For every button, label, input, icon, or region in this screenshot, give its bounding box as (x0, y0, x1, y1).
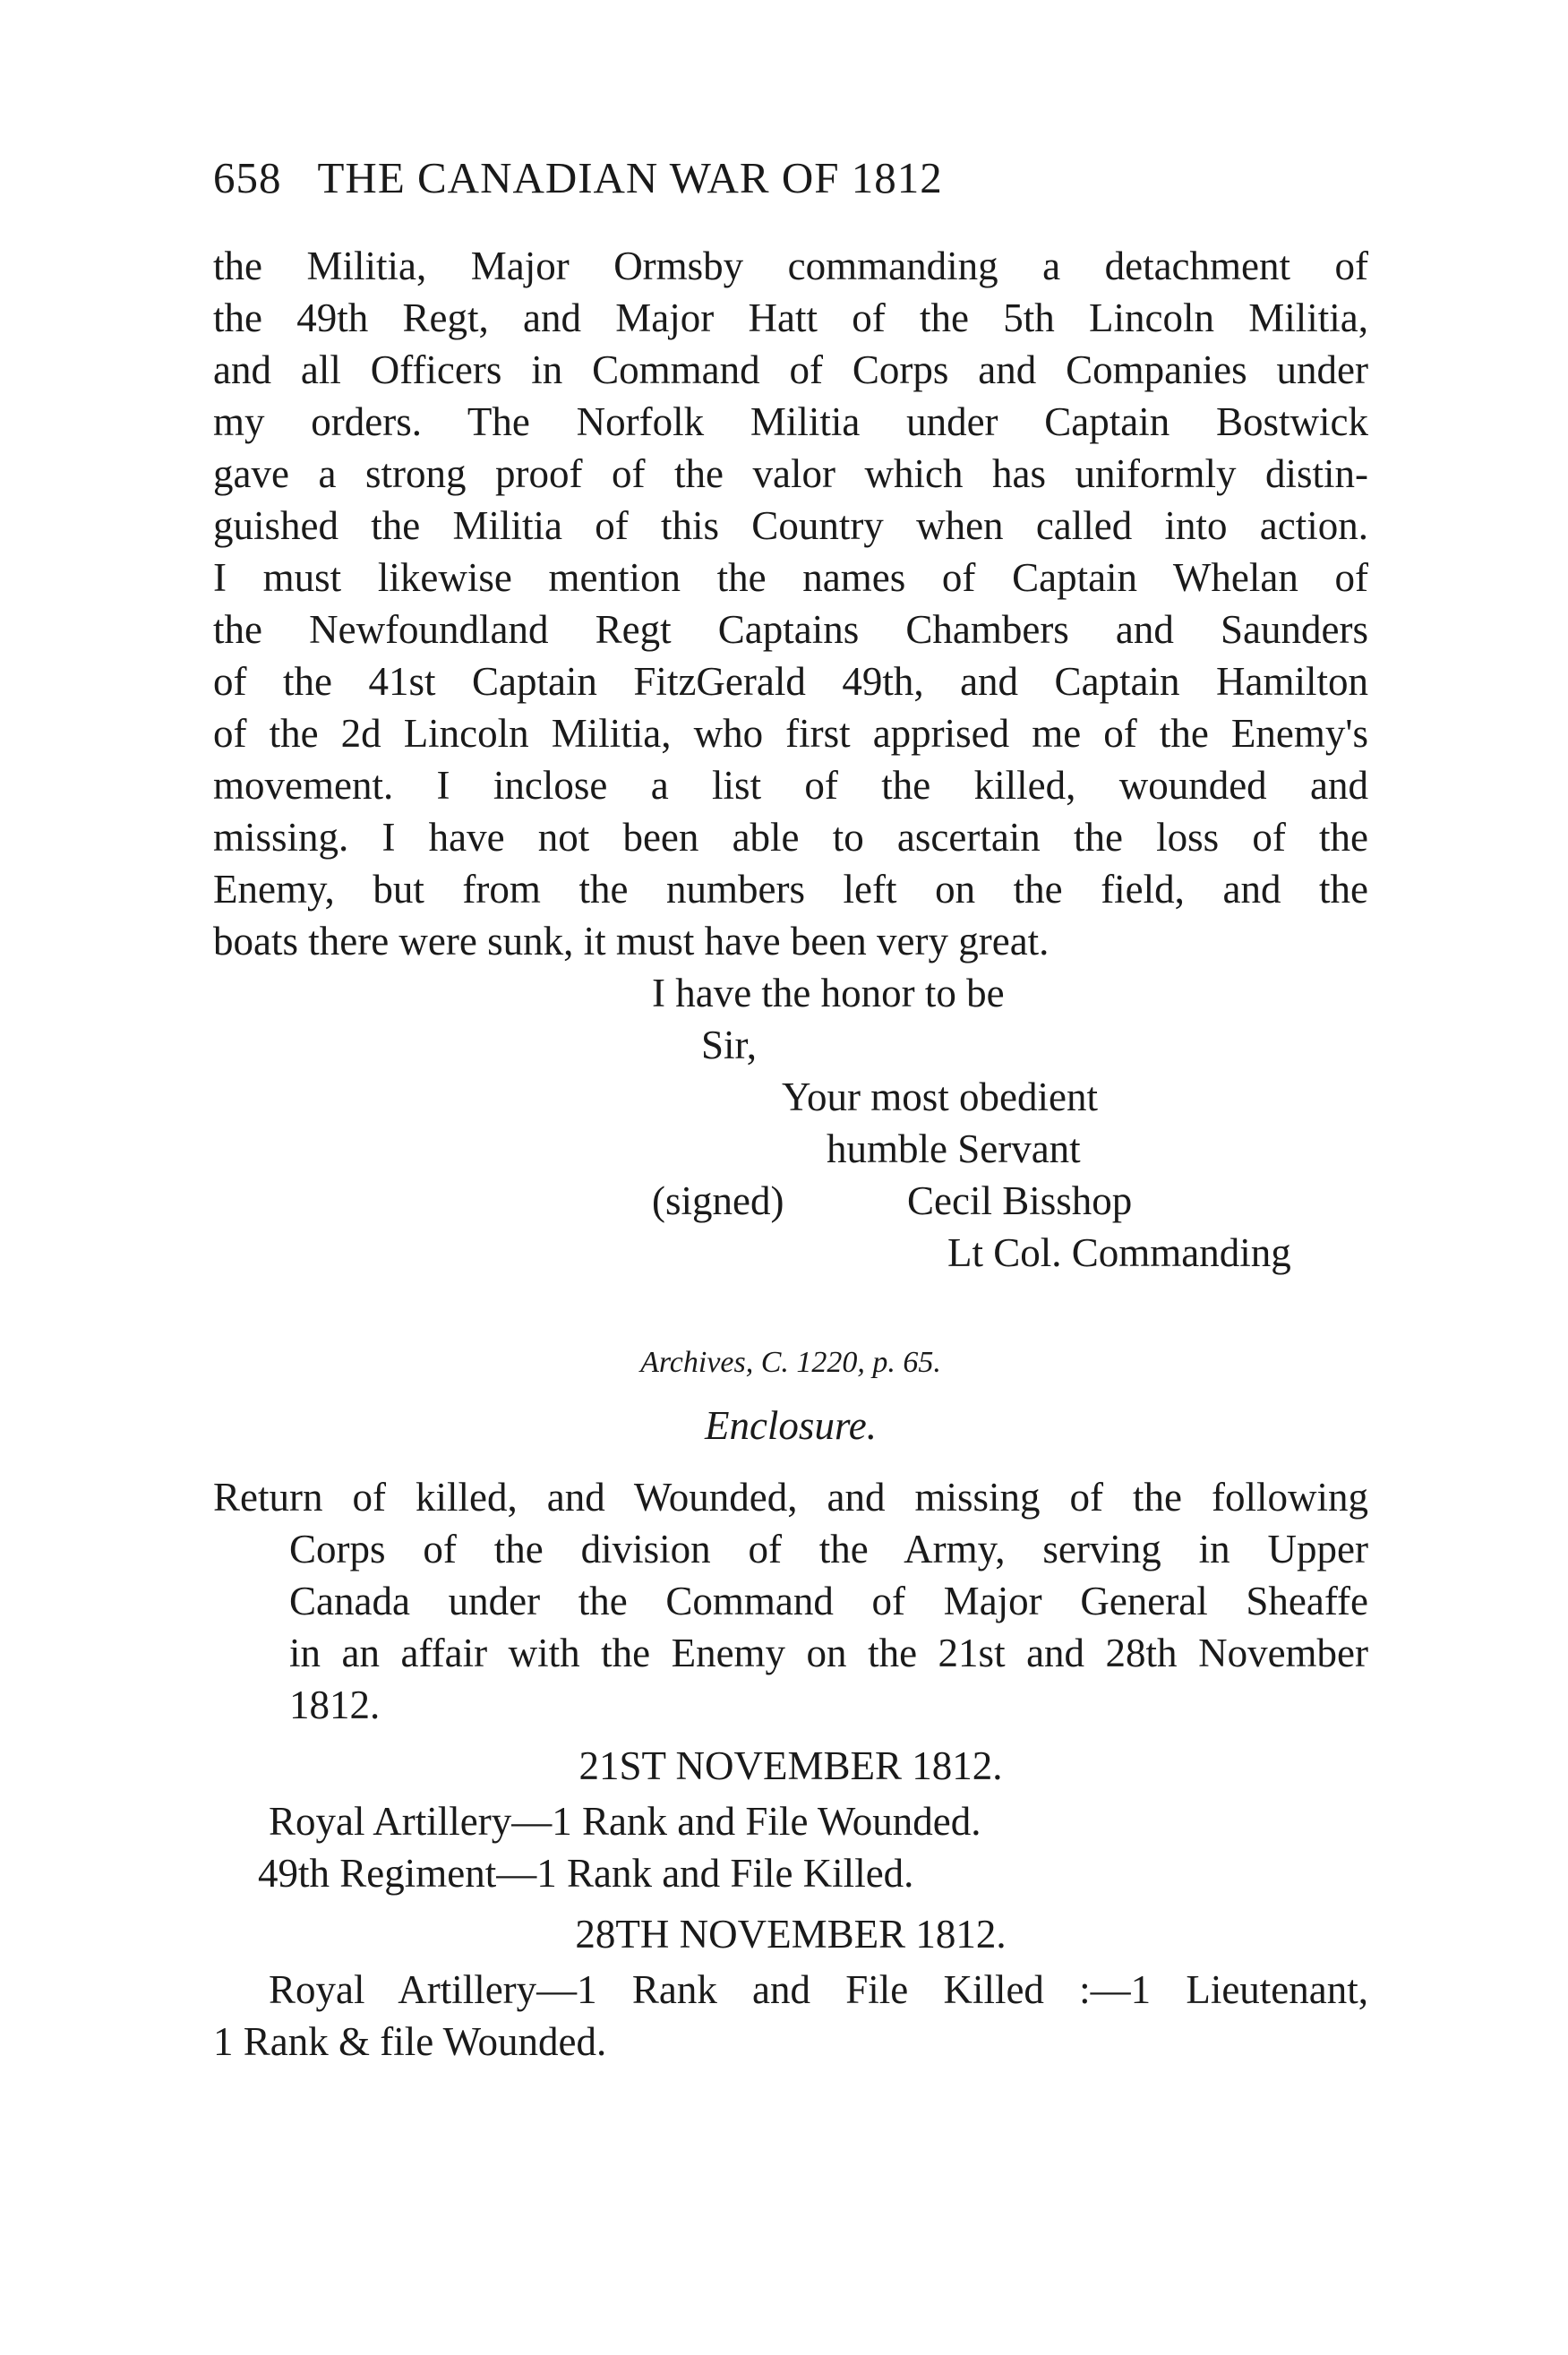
page-number: 658 (213, 153, 282, 202)
section-heading-21-november: 21ST NOVEMBER 1812. (578, 1743, 1003, 1788)
body-line: gave a strong proof of the valor which has uniformly distin- (213, 451, 1368, 496)
body-line: the Militia, Major Ormsby commanding a detachment of (213, 244, 1368, 288)
casualty-entry: 1 Rank & file Wounded. (213, 2019, 607, 2064)
body-line: boats there were sunk, it must have been very great. (213, 919, 1050, 963)
closing-honor: I have the honor to be (652, 971, 1005, 1015)
running-header (213, 152, 1377, 203)
return-line: Return of killed, and Wounded, and missing of the following (213, 1475, 1368, 1520)
signatory-name: Cecil Bisshop (907, 1178, 1133, 1223)
return-line: Canada under the Command of Major General Sheaffe (289, 1579, 1368, 1623)
body-line: guished the Militia of this Country when called into action. (213, 503, 1368, 548)
body-line: I must likewise mention the names of Captain Whelan of (213, 555, 1368, 600)
return-line: Corps of the division of the Army, serving in Upper (289, 1527, 1368, 1571)
signatory-rank: Lt Col. Commanding (947, 1230, 1291, 1275)
section-heading-28-november: 28TH NOVEMBER 1812. (575, 1912, 1007, 1957)
body-line: and all Officers in Command of Corps and Companies under (213, 347, 1368, 392)
closing-salutation: Sir, (701, 1023, 757, 1067)
body-line: of the 41st Captain FitzGerald 49th, and Captain Hamilton (213, 659, 1368, 704)
running-title: THE CANADIAN WAR OF 1812 (317, 153, 943, 202)
enclosure-heading: Enclosure. (704, 1403, 878, 1448)
casualty-entry: 49th Regiment—1 Rank and File Killed. (258, 1851, 914, 1896)
body-line: of the 2d Lincoln Militia, who first apprised me of the Enemy's (213, 711, 1368, 756)
casualty-entry: Royal Artillery—1 Rank and File Wounded. (269, 1799, 981, 1844)
casualty-entry: Royal Artillery—1 Rank and File Killed :—1 Lieutenant, (269, 1967, 1368, 2012)
closing-signed: (signed) (652, 1178, 784, 1223)
archive-citation: Archives, C. 1220, p. 65. (640, 1346, 941, 1379)
body-line: the 49th Regt, and Major Hatt of the 5th Lincoln Militia, (213, 295, 1368, 340)
body-line: my orders. The Norfolk Militia under Captain Bostwick (213, 399, 1368, 444)
body-line: missing. I have not been able to ascertain the loss of the (213, 815, 1368, 860)
return-line: in an affair with the Enemy on the 21st and 28th November (289, 1631, 1368, 1675)
body-line: the Newfoundland Regt Captains Chambers and Saunders (213, 607, 1368, 652)
closing-obedient: Your most obedient (782, 1075, 1098, 1119)
return-line: 1812. (289, 1683, 381, 1727)
closing-servant: humble Servant (827, 1126, 1081, 1171)
body-line: movement. I inclose a list of the killed, wounded and (213, 763, 1368, 808)
body-line: Enemy, but from the numbers left on the field, and the (213, 867, 1368, 912)
